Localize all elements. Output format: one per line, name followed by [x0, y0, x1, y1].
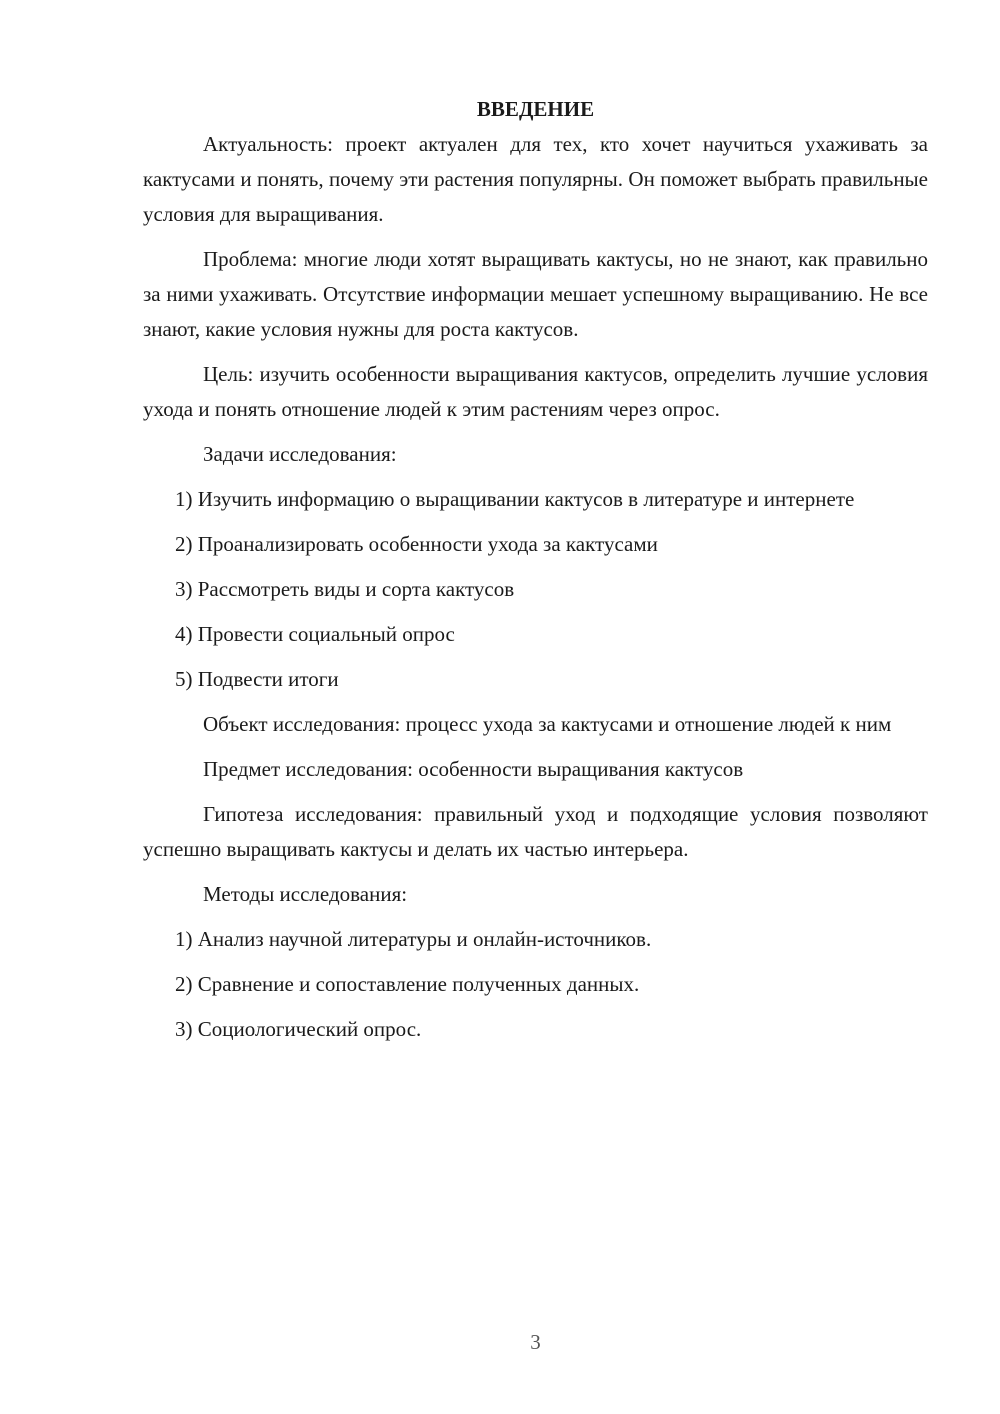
task-item-5: 5) Подвести итоги	[175, 667, 339, 691]
tasks-title: Задачи исследования:	[203, 442, 397, 466]
hypothesis-paragraph: Гипотеза исследования: правильный уход и подходящие условия позволяют успешно выращивать кактусы и делать их частью интерьера.	[143, 802, 928, 861]
task-item-4: 4) Провести социальный опрос	[175, 622, 455, 646]
method-item-1: 1) Анализ научной литературы и онлайн-источников.	[175, 927, 652, 951]
task-item-3: 3) Рассмотреть виды и сорта кактусов	[175, 577, 515, 601]
section-heading: ВВЕДЕНИЕ	[476, 97, 595, 121]
task-item-2: 2) Проанализировать особенности ухода за кактусами	[175, 532, 658, 556]
problem-paragraph: Проблема: многие люди хотят выращивать кактусы, но не знают, как правильно за ними ухаживать. Отсутствие информации мешает успешному выращиванию. Не все знают, какие условия нужны для роста кактусов.	[143, 247, 928, 341]
method-item-2: 2) Сравнение и сопоставление полученных данных.	[175, 972, 640, 996]
method-item-3: 3) Социологический опрос.	[175, 1017, 422, 1041]
goal-paragraph: Цель: изучить особенности выращивания кактусов, определить лучшие условия ухода и понять отношение людей к этим растениям через опрос.	[143, 362, 928, 421]
task-item-1: 1) Изучить информацию о выращивании кактусов в литературе и интернете	[175, 487, 855, 511]
page-number: 3	[530, 1330, 541, 1354]
relevance-paragraph: Актуальность: проект актуален для тех, кто хочет научиться ухаживать за кактусами и понять, почему эти растения популярны. Он поможет выбрать правильные условия для выращивания.	[143, 132, 928, 226]
methods-title: Методы исследования:	[203, 882, 408, 906]
object-paragraph: Объект исследования: процесс ухода за кактусами и отношение людей к ним	[203, 712, 892, 736]
subject-paragraph: Предмет исследования: особенности выращивания кактусов	[203, 757, 744, 781]
document-page	[143, 92, 928, 1057]
